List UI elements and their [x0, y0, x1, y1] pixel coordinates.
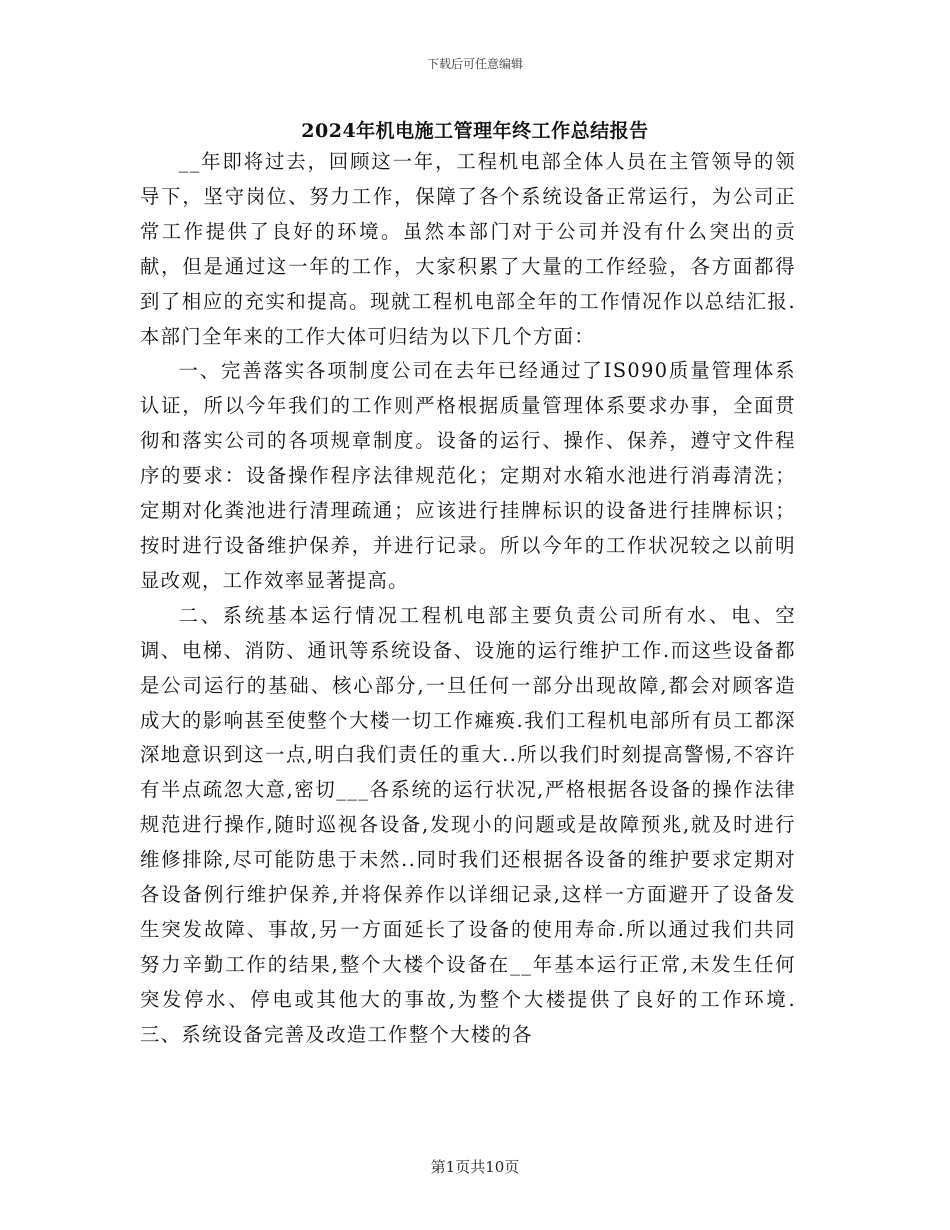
header-note: 下载后可任意编辑 [426, 57, 523, 71]
paragraph-intro: __年即将过去，回顾这一年，工程机电部全体人员在主管领导的领导下，坚守岗位、努力工作，保障了各个系统设备正常运行，为公司正常工作提供了良好的环境。虽然本部门对于公司并没有什么突出的贡献，但是通过这一年的工作，大家积累了大量的工作经验，各方面都得到了相应的充实和提高。现就工程机电部全年的工作情况作以总结汇报.本部门全年来的工作大体可归结为以下几个方面： [140, 150, 796, 348]
page-number-footer: 第1页共10页 [430, 1158, 520, 1176]
document-title: 2024年机电施工管理年终工作总结报告 [301, 120, 649, 142]
paragraph-section-2: 二、系统基本运行情况工程机电部主要负责公司所有水、电、空调、电梯、消防、通讯等系统设备、设施的运行维护工作.而这些设备都是公司运行的基础、核心部分,一旦任何一部分出现故障,都会对顾客造成大的影响甚至使整个大楼一切工作瘫痪.我们工程机电部所有员工都深深地意识到这一点,明白我们责任的重大..所以我们时刻提高警惕,不容许有半点疏忽大意,密切___各系统的运行状况,严格根据各设备的操作法律规范进行操作,随时巡视各设备,发现小的问题或是故障预兆,就及时进行维修排除,尽可能防患于未然..同时我们还根据各设备的维护要求定期对各设备例行维护保养,并将保养作以详细记录,这样一方面避开了设备发生突发故障、事故,另一方面延长了设备的使用寿命.所以通过我们共同努力辛勤工作的结果,整个大楼个设备在__年基本运行正常,未发生任何突发停水、停电或其他大的事故,为整个大楼提供了良好的工作环境.三、系统设备完善及改造工作整个大楼的各 [140, 603, 796, 1046]
document-body [140, 145, 796, 1053]
paragraph-section-1: 一、完善落实各项制度公司在去年已经通过了IS090质量管理体系认证，所以今年我们的工作则严格根据质量管理体系要求办事，全面贯彻和落实公司的各项规章制度。设备的运行、操作、保养，遵守文件程序的要求：设备操作程序法律规范化；定期对水箱水池进行消毒清洗；定期对化粪池进行清理疏通；应该进行挂牌标识的设备进行挂牌标识；按时进行设备维护保养，并进行记录。所以今年的工作状况较之以前明显改观，工作效率显著提高。 [140, 359, 796, 592]
